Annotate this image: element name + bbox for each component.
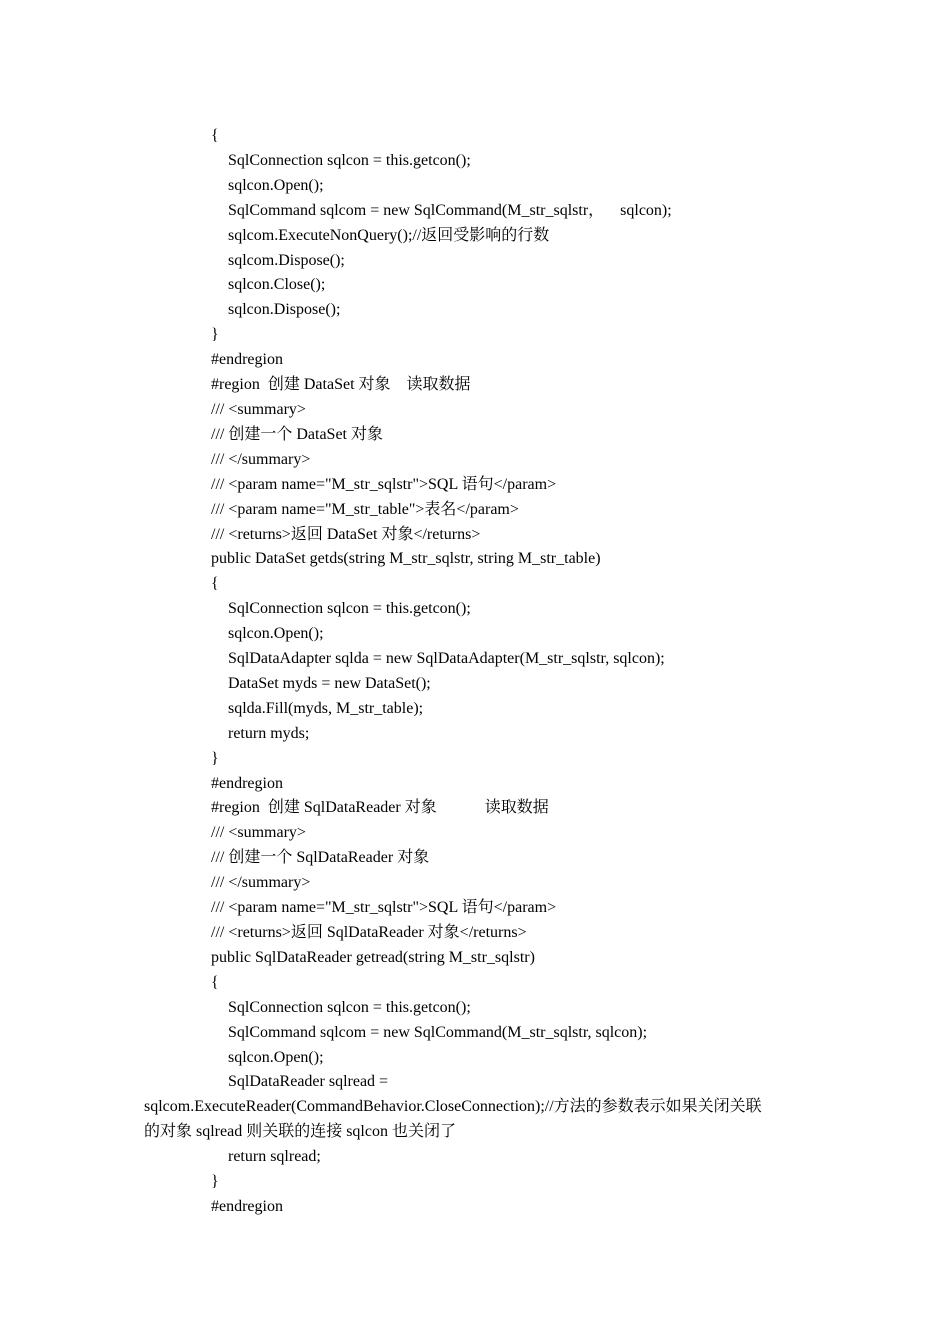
- code-line: {: [211, 973, 219, 991]
- code-line: }: [211, 1173, 219, 1191]
- code-line: return sqlread;: [228, 1148, 321, 1166]
- code-line: /// <summary>: [211, 824, 306, 842]
- code-line: public DataSet getds(string M_str_sqlstr, string M_str_table): [211, 550, 601, 568]
- code-line: /// </summary>: [211, 450, 311, 468]
- code-line: 的对象 sqlread 则关联的连接 sqlcon 也关闭了: [144, 1123, 456, 1141]
- code-line: SqlConnection sqlcon = this.getcon();: [228, 600, 471, 618]
- code-line: }: [211, 326, 219, 344]
- code-listing: [0, 124, 950, 1220]
- code-line: sqlcon.Open();: [228, 625, 324, 643]
- code-line: /// <param name="M_str_sqlstr">SQL 语句</param>: [211, 899, 557, 917]
- code-line: #endregion: [211, 1197, 283, 1215]
- code-line: {: [211, 575, 219, 593]
- code-line: #endregion: [211, 351, 283, 369]
- code-line: /// 创建一个 DataSet 对象: [211, 425, 383, 443]
- code-line: /// <returns>返回 SqlDataReader 对象</returns>: [211, 924, 527, 941]
- code-line: sqlcom.ExecuteNonQuery();//返回受影响的行数: [228, 226, 550, 244]
- code-line: SqlConnection sqlcon = this.getcon();: [228, 998, 471, 1016]
- code-line: /// <param name="M_str_sqlstr">SQL 语句</param>: [211, 475, 557, 493]
- code-line: sqlcon.Dispose();: [228, 301, 341, 319]
- code-line: sqlcon.Close();: [228, 276, 326, 294]
- code-line: /// <summary>: [211, 400, 306, 418]
- code-line: {: [211, 127, 219, 144]
- code-line: DataSet myds = new DataSet();: [228, 674, 431, 692]
- code-line: sqlcom.ExecuteReader(CommandBehavior.CloseConnection);//方法的参数表示如果关闭关联: [144, 1098, 762, 1116]
- code-line: }: [211, 749, 219, 767]
- code-line: return myds;: [228, 724, 310, 742]
- code-line: /// 创建一个 SqlDataReader 对象: [211, 849, 430, 867]
- code-line: sqlda.Fill(myds, M_str_table);: [228, 699, 424, 717]
- code-line: SqlConnection sqlcon = this.getcon();: [228, 151, 471, 169]
- code-line: SqlCommand sqlcom = new SqlCommand(M_str_sqlstr， sqlcon);: [228, 201, 672, 219]
- code-line: /// <param name="M_str_table">表名</param>: [211, 500, 519, 518]
- code-line: sqlcon.Open();: [228, 1048, 324, 1066]
- code-line: SqlDataAdapter sqlda = new SqlDataAdapter(M_str_sqlstr, sqlcon);: [228, 650, 665, 668]
- code-line: SqlDataReader sqlread =: [228, 1073, 389, 1091]
- code-line: sqlcom.Dispose();: [228, 251, 345, 269]
- code-line: public SqlDataReader getread(string M_str_sqlstr): [211, 948, 535, 966]
- code-line: #region 创建 SqlDataReader 对象 读取数据: [211, 799, 549, 817]
- code-line: #region 创建 DataSet 对象 读取数据: [211, 376, 471, 394]
- code-line: sqlcon.Open();: [228, 176, 324, 194]
- code-line: /// <returns>返回 DataSet 对象</returns>: [211, 525, 481, 543]
- code-line: SqlCommand sqlcom = new SqlCommand(M_str_sqlstr, sqlcon);: [228, 1023, 648, 1041]
- code-line: #endregion: [211, 774, 283, 792]
- code-line: /// </summary>: [211, 874, 311, 892]
